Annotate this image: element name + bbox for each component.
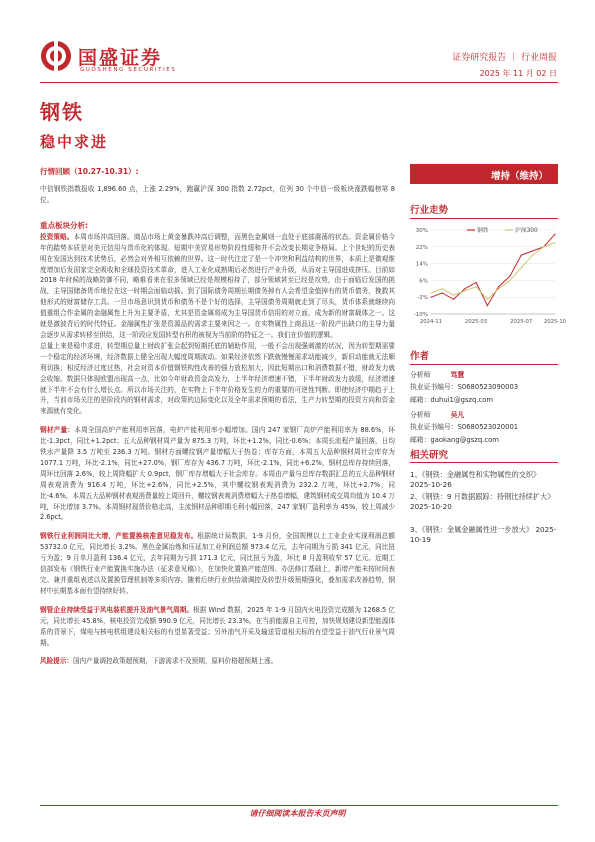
series-line-0 [431, 234, 555, 305]
company-name: 国盛证券 [78, 47, 163, 69]
series-point [442, 288, 443, 289]
series-point [487, 305, 488, 306]
research-divider [410, 462, 558, 463]
series-point [509, 276, 510, 277]
steel-output-paragraph [40, 425, 395, 523]
x-tick-label: 2025-10 [543, 319, 567, 325]
footer-disclaimer: 请仔细阅读本报告末页声明 [249, 809, 346, 818]
series-point [442, 292, 443, 293]
risk-paragraph [40, 656, 395, 667]
risk-lead: 风险提示： [40, 657, 73, 666]
authors-divider [410, 364, 558, 365]
series-point [498, 288, 499, 289]
analyst1-name: 笃慧 [450, 371, 465, 379]
pipe-paragraph [40, 605, 395, 649]
profit-lead: 钢铁行业利润同比大增，产能置换核准意见稳发布。 [40, 532, 198, 541]
y-tick-label: -10% [413, 312, 428, 318]
profit-text: 根据统计局数据，1-9 月份，全国规模以上工业企业实现利润总额 53732.0 亿元，同比增长 3.2%。黑色金属冶炼和压延加工业利润总额 973.4 亿元，去年同期为亏损 341 亿元，同比扭亏为盈；9 月单月盈利 136.4 亿元，去年同期为亏损 171.3 亿元，同比扭亏为盈，环比 8 月盈利收窄 57 亿元。近期工信部发布《钢铁行业产能置换实施办法（征求意见稿）》，在加快化置换产能范围、办法修订基础上，新增产能未按时间表完、兼并重组表述以及置换管理机制等多项内容。随着后续行业供给端调控及转型升级预期强化，叠加需求改善趋势，钢材中长期基本面有望持续好转。 [40, 532, 396, 595]
series-point [521, 255, 522, 256]
series-point [509, 280, 510, 281]
research-item-1[interactable]: 1、《钢铁：金融属性和实物属性的交织》 2025-10-26 [410, 470, 541, 489]
strategy-paragraph [40, 232, 395, 341]
review-heading: 行情回顾（10.27-10.31）: [40, 167, 139, 176]
report-category: 证券研究报告 ｜ 行业周报 [452, 53, 557, 63]
analyst2-row [410, 409, 464, 419]
trend-divider [410, 218, 558, 219]
profit-paragraph [40, 531, 395, 596]
company-logo-mark [40, 40, 72, 72]
series-line-1 [431, 243, 555, 300]
series-point [430, 292, 431, 293]
rating-badge: 增持（维持） [410, 164, 558, 184]
legend-label: 沪深300 [515, 228, 538, 234]
strategy-text: 本周市场冲高回落。商品市场上黄金暴跌冲高后调整，而黑色金属则一直处于底部震荡的状态。资金属价格今年的踏势本质是对美元信用与货币化的体现。短期中美贸易形势阶段性缓和并不会改变长期竞争格局。上个世纪的历史表明在发国达到技术优势后，必然会对外相互依赖的世界。这一时代注定了是一个冲突和利益结构的世界，本质上是微观维度增加后发国家完全吸收和全球投资技术革命，进入工业化成熟期后必然进行产业升级，从而对主导国进成挤压。目前如 2018 年时候的战略防御不同，略难看来在很多领域已经是规模相持了，部分领域甚至已经是攻势，由于面临后发国的挑战，主导国储备货币地位在这一时期会面临动摇。到了国际债务周期长期债务掉有人会希望金值掉有的货币债务，挽救其他形式的财富储存工具。一旦市场意识到货币和债务不是个好的选择，主导国债务周期就走到了尽头，货币体系就继续向值重组合作金属的金融属性上升为主要矛盾，尤其是资金属将成为主导国货币信用的对立面，成为新的财富载体之一。这就是激波背后的时代特征。金融属性扩张是资源品的需求主要来因之一。在实物属性上商品这一阶段产出缺口的主导力量会逐步从需求转移至供给，这一阶段应发国转型有积的被视为当前阶的特征之一。我们在价值的逻辑。 [40, 232, 396, 339]
series-point [532, 255, 533, 256]
research-item-2[interactable]: 2、《钢铁：9 月数据跟踪：持钢比持续扩大》 2025-10-20 [410, 492, 555, 511]
series-point [532, 250, 533, 251]
series-point [543, 246, 544, 247]
y-tick-label: -2% [417, 295, 428, 302]
report-subtitle: 稳中求进 [40, 133, 109, 151]
report-title: 钢铁 [40, 100, 84, 124]
y-tick-label: 30% [415, 228, 428, 234]
main-content [40, 166, 395, 667]
review-text: 中信钢铁指数报收 1,896.60 点，上涨 2.29%，跑赢沪深 300 指数 2.72pct，位列 30 个中信一级板块涨跌幅榜第 8 位。 [40, 185, 395, 204]
y-tick-label: 6% [419, 278, 428, 285]
y-tick-label: 22% [415, 244, 428, 251]
report-date: 2025 年 11 月 02 日 [479, 69, 557, 78]
analyst1-label: 分析师 [410, 371, 431, 379]
x-tick-label: 2025-07 [510, 319, 533, 325]
series-point [554, 234, 555, 235]
company-name-en: GUOSHENG SECURITIES [80, 67, 177, 73]
steel-output-lead: 钢材产量： [40, 426, 75, 435]
focus-heading: 重点板块分析: [40, 220, 88, 230]
header-divider [40, 82, 558, 83]
analyst2-label: 分析师 [410, 411, 431, 419]
series-point [453, 295, 454, 296]
pipe-text: 根据 Wind 数据，2025 年 1-9 月国内火电投资完成额为 1268.5 亿元，同比增长 45.8%，核电投资完成额 990.9 亿元，同比增长 23.3%。在当前能源自主可控，加快规划建设新型能源体系的背景下，煤电与核电机组建设相关标的有望显著受益；另外油气开采及输送管道相关标的有望受益于油气行业景气周期。 [40, 605, 396, 647]
industry-trend-chart [405, 222, 567, 334]
series-point [521, 267, 522, 268]
research-heading: 相关研究 [410, 450, 449, 461]
legend-label: 钢铁 [477, 228, 489, 234]
series-point [475, 282, 476, 283]
series-point [453, 299, 454, 300]
research-item-3[interactable]: 3、《钢铁：金属金融属性进一步放大》 2025-10-19 [410, 525, 557, 544]
series-point [475, 286, 476, 287]
series-point [464, 288, 465, 289]
analyst1-row [410, 369, 464, 379]
series-point [430, 297, 431, 298]
trend-heading: 行业走势 [410, 205, 449, 216]
analyst1-email[interactable]: 邮箱：duhui1@gszq.com [410, 396, 494, 404]
strategy-lead: 投资策略。 [40, 232, 74, 241]
series-point [498, 286, 499, 287]
x-tick-label: 2024-11 [419, 319, 443, 325]
risk-text: 国内产量调控政策超预期，下游需求不及预期，原料价格超预期上涨。 [72, 657, 278, 666]
steel-output-text: 本周全国高炉产能利用率回落，电炉产能利用率小幅增加。国内 247 家钢厂高炉产能利用率为 88.6%，环比-1.3pct，同比+1.2pct；五大品种钢材周产量为 875.3 万吨，环比+1.2%，同比-0.6%；本周长流程产量回落，日均铁水产量降 3.5 万吨至 236.3 万吨。钢材方面螺纹钢产量增幅大于热卷；库存方面，本周五大品种钢材周社会库存为 1077.1 万吨，环比-2.1%，同比+27.0%，钢厂库存为 436.7 万吨，环比-2.1%，同比+6.2%，钢材总库存持续回落，周环比回落 2.6%，较上周降幅扩大 0.9pct，钢厂库存增幅大于社会库存。本周由产量与总库存数据汇总的五大品种钢材周表观消费为 916.4 万吨，环比+2.6%，同比+2.5%，其中螺纹钢表观消费为 232.2 万吨，环比+2.7%，同比-4.6%，本周五大品种钢材表观消费量较上周回升，螺纹钢表观消费增幅大于热卷增幅，建筑钢材成交周均值为 10.4 万吨，环比增加 3.7%。本周钢材现货价格走高，主流钢材品种即期毛利小幅回落，247 家钢厂盈利率为 45%，较上周减少 2.6pct。 [40, 426, 395, 522]
analyst2-name: 吴凡 [450, 411, 465, 419]
analyst1-cert: 执业证书编号：S0680523090003 [410, 383, 519, 391]
pipe-lead: 钢管企业持续受益于风电装机提升及油气景气周期。 [40, 605, 194, 614]
analyst2-cert: 执业证书编号：S0680523020001 [410, 423, 519, 431]
authors-heading: 作者 [410, 351, 430, 362]
y-tick-label: 14% [415, 261, 428, 268]
x-tick-label: 2025-03 [465, 319, 488, 325]
strategy-paragraph-cont: 总量上来是稳中求进，转型期总量上财政扩张会起到短期托底的辅助作用，一般不会出现强刺激的状况，因为转型期需要一个稳定的经济环境，经济数据上健全出现大幅度周期波动。如果经济依然下跌就慢慢需求动能减少，新旧动能就无法顺利切换；相反经济过度过热，社会对资本价值钢铁构性改善的强力放松加大，因此短期出口和消费数据不错，财政发力就会收缩。数据只体现欧盟出现高一点，比如今年财政资金高发力，上半年经济增速不错，下半年财政发力放缓，经济增速就下半年不会有什么增长点。所以市场关注的，在实物上下半年价格发生的力的重要的可逆性判断。即使经济中期趋于上升，当前市场关注的是阶段内的钢材需求，对政策的边际变化以及全年需求预期的看法，生产力转型期的投资方向和资金来源就有变化。 [40, 341, 395, 416]
footer-divider [40, 805, 558, 806]
series-point [464, 290, 465, 291]
analyst2-email[interactable]: 邮箱：gaokang@gszq.com [410, 436, 499, 444]
series-point [554, 242, 555, 243]
series-point [487, 299, 488, 300]
